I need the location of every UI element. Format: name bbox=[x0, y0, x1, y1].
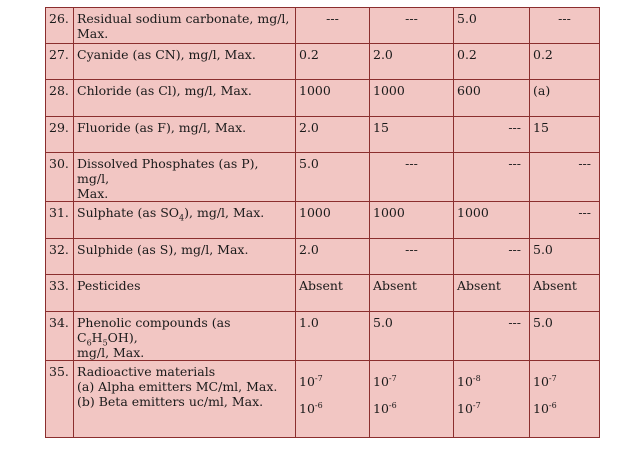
value-cell: --- bbox=[530, 8, 600, 44]
value-cell: 5.0 bbox=[454, 8, 530, 44]
value-cell: 5.0 bbox=[370, 312, 454, 361]
value-cell: (a) bbox=[530, 80, 600, 117]
table-row bbox=[46, 80, 600, 117]
value-cell: $10^{-7}$ $10^{-6}$ bbox=[296, 361, 370, 438]
row-number: 34. bbox=[46, 312, 74, 361]
table-row bbox=[46, 8, 600, 44]
parameter-cell: Radioactive materials (a) Alpha emitters MC/ml, Max. (b) Beta emitters uc/ml, Max. bbox=[74, 361, 296, 438]
value-cell: 600 bbox=[454, 80, 530, 117]
parameter-cell: Chloride (as Cl), mg/l, Max. bbox=[74, 80, 296, 117]
value-cell: $10^{-7}$ $10^{-6}$ bbox=[530, 361, 600, 438]
value-cell: 15 bbox=[530, 117, 600, 153]
value-cell: Absent bbox=[296, 275, 370, 312]
value-cell: 5.0 bbox=[530, 239, 600, 275]
table-row bbox=[46, 202, 600, 239]
parameter-cell: Dissolved Phosphates (as P), mg/l, Max. bbox=[74, 153, 296, 202]
value-cell: 1000 bbox=[296, 202, 370, 239]
value-cell: --- bbox=[454, 117, 530, 153]
value-cell: Absent bbox=[370, 275, 454, 312]
parameter-cell: Fluoride (as F), mg/l, Max. bbox=[74, 117, 296, 153]
row-number: 32. bbox=[46, 239, 74, 275]
value-cell: 5.0 bbox=[530, 312, 600, 361]
parameter-cell: Sulphate (as $SO_4$), mg/l, Max. bbox=[74, 202, 296, 239]
value-cell: 1000 bbox=[296, 80, 370, 117]
value-cell: 2.0 bbox=[296, 239, 370, 275]
value-cell: --- bbox=[530, 153, 600, 202]
value-cell: Absent bbox=[530, 275, 600, 312]
value-cell: $10^{-8}$ $10^{-7}$ bbox=[454, 361, 530, 438]
parameter-cell: Residual sodium carbonate, mg/l, Max. bbox=[74, 8, 296, 44]
value-cell: 15 bbox=[370, 117, 454, 153]
table-row bbox=[46, 153, 600, 202]
value-cell: 0.2 bbox=[454, 44, 530, 80]
table-row bbox=[46, 275, 600, 312]
parameter-cell: Sulphide (as S), mg/l, Max. bbox=[74, 239, 296, 275]
value-cell: 2.0 bbox=[370, 44, 454, 80]
value-cell: 1000 bbox=[454, 202, 530, 239]
row-number: 33. bbox=[46, 275, 74, 312]
value-cell: $10^{-7}$ $10^{-6}$ bbox=[370, 361, 454, 438]
table-row bbox=[46, 312, 600, 361]
value-cell: --- bbox=[370, 239, 454, 275]
value-cell: 0.2 bbox=[530, 44, 600, 80]
parameter-cell: Pesticides bbox=[74, 275, 296, 312]
row-number: 31. bbox=[46, 202, 74, 239]
value-cell: --- bbox=[454, 312, 530, 361]
row-number: 28. bbox=[46, 80, 74, 117]
row-number: 35. bbox=[46, 361, 74, 438]
value-cell: Absent bbox=[454, 275, 530, 312]
table-row bbox=[46, 44, 600, 80]
row-number: 30. bbox=[46, 153, 74, 202]
value-cell: --- bbox=[454, 153, 530, 202]
parameter-cell: Cyanide (as CN), mg/l, Max. bbox=[74, 44, 296, 80]
table-row bbox=[46, 361, 600, 438]
value-cell: --- bbox=[296, 8, 370, 44]
value-cell: 1000 bbox=[370, 202, 454, 239]
value-cell: 5.0 bbox=[296, 153, 370, 202]
value-cell: --- bbox=[530, 202, 600, 239]
row-number: 26. bbox=[46, 8, 74, 44]
value-cell: 0.2 bbox=[296, 44, 370, 80]
table-row bbox=[46, 117, 600, 153]
value-cell: --- bbox=[370, 8, 454, 44]
table-row bbox=[46, 239, 600, 275]
value-cell: 1000 bbox=[370, 80, 454, 117]
value-cell: --- bbox=[370, 153, 454, 202]
value-cell: 2.0 bbox=[296, 117, 370, 153]
row-number: 27. bbox=[46, 44, 74, 80]
row-number: 29. bbox=[46, 117, 74, 153]
standards-table bbox=[45, 7, 600, 438]
parameter-cell: Phenolic compounds (as $C_6H_5OH$), mg/l, Max. bbox=[74, 312, 296, 361]
value-cell: --- bbox=[454, 239, 530, 275]
value-cell: 1.0 bbox=[296, 312, 370, 361]
